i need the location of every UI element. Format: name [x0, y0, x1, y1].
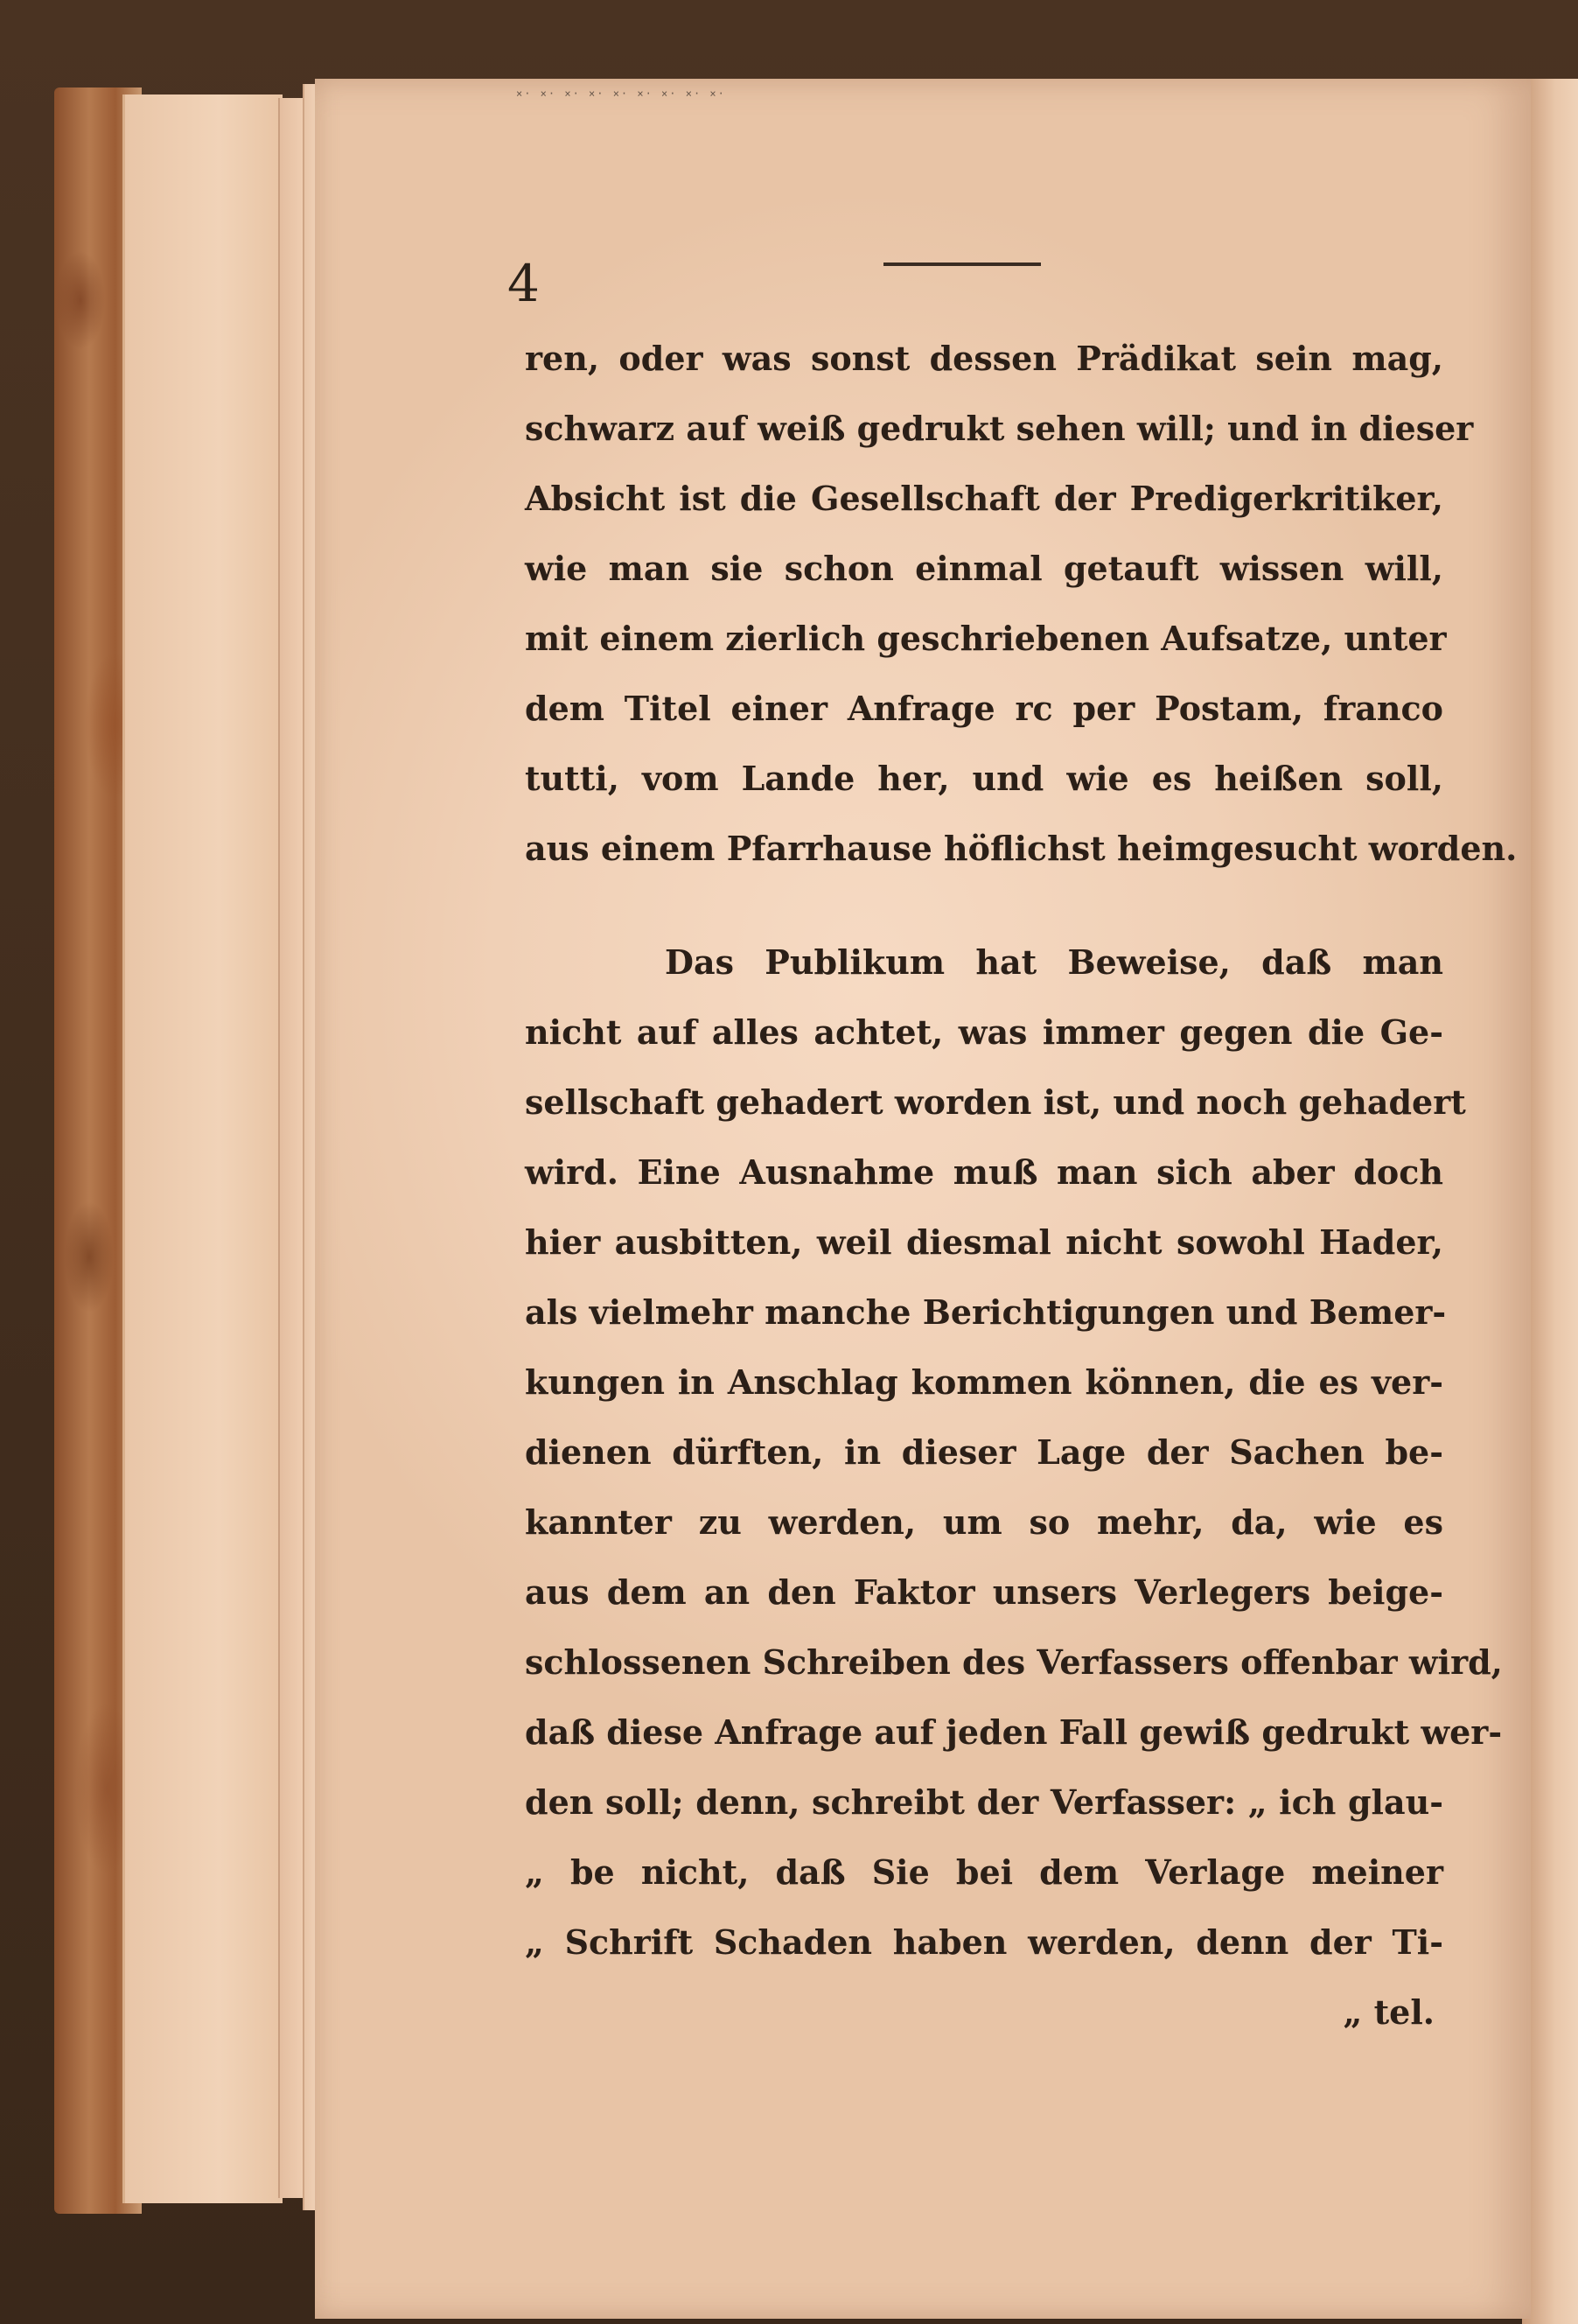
catchword: „ tel.	[1343, 1992, 1435, 2032]
text-line: kannter zu werden, um so mehr, da, wie es	[525, 1502, 1443, 1542]
text-line: dem Titel einer Anfrage rc per Postam, franco	[525, 689, 1443, 728]
text-line: Absicht ist die Gesellschaft der Predigerkritiker,	[525, 479, 1443, 518]
text-line: „ Schrift Schaden haben werden, denn der Ti-	[525, 1922, 1443, 1962]
text-line: hier ausbitten, weil diesmal nicht sowohl Hader,	[525, 1222, 1443, 1262]
text-line: dienen dürften, in dieser Lage der Sachen be-	[525, 1432, 1443, 1472]
text-line: wird. Eine Ausnahme muß man sich aber doch	[525, 1152, 1443, 1192]
book-page	[315, 79, 1531, 2319]
text-line: tutti, vom Lande her, und wie es heißen soll,	[525, 759, 1443, 798]
text-line: den soll; denn, schreibt der Verfasser: „ ich glau-	[525, 1782, 1443, 1822]
paragraph-gap	[525, 884, 1443, 928]
text-line: schwarz auf weiß gedrukt sehen will; und in dieser	[525, 409, 1474, 448]
page-number: 4	[507, 254, 540, 313]
text-line: mit einem zierlich geschriebenen Aufsatze, unter	[525, 619, 1447, 658]
endpaper	[122, 94, 283, 2203]
text-line: als vielmehr manche Berichtigungen und Bemer-	[525, 1292, 1447, 1332]
text-line: aus einem Pfarrhause höflichst heimgesucht worden.	[525, 829, 1518, 868]
top-ornament: ×· ×· ×· ×· ×· ×· ×· ×· ×·	[516, 88, 726, 96]
text-line: aus dem an den Faktor unsers Verlegers beige-	[525, 1572, 1443, 1612]
text-line: kungen in Anschlag kommen können, die es ver-	[525, 1362, 1443, 1402]
text-line: nicht auf alles achtet, was immer gegen die Ge-	[525, 1012, 1443, 1052]
text-line: schlossenen Schreiben des Verfassers offenbar wird,	[525, 1642, 1503, 1682]
text-line: „ be nicht, daß Sie bei dem Verlage meiner	[525, 1852, 1443, 1892]
text-line: Das Publikum hat Beweise, daß man	[665, 942, 1443, 982]
text-line: sellschaft gehadert worden ist, und noch gehadert	[525, 1082, 1466, 1122]
text-line: ren, oder was sonst dessen Prädikat sein mag,	[525, 339, 1443, 378]
text-line: wie man sie schon einmal getauft wissen will,	[525, 549, 1443, 588]
header-rule	[883, 262, 1041, 266]
body-text	[525, 324, 1518, 2048]
text-line: daß diese Anfrage auf jeden Fall gewiß gedrukt wer-	[525, 1712, 1503, 1752]
